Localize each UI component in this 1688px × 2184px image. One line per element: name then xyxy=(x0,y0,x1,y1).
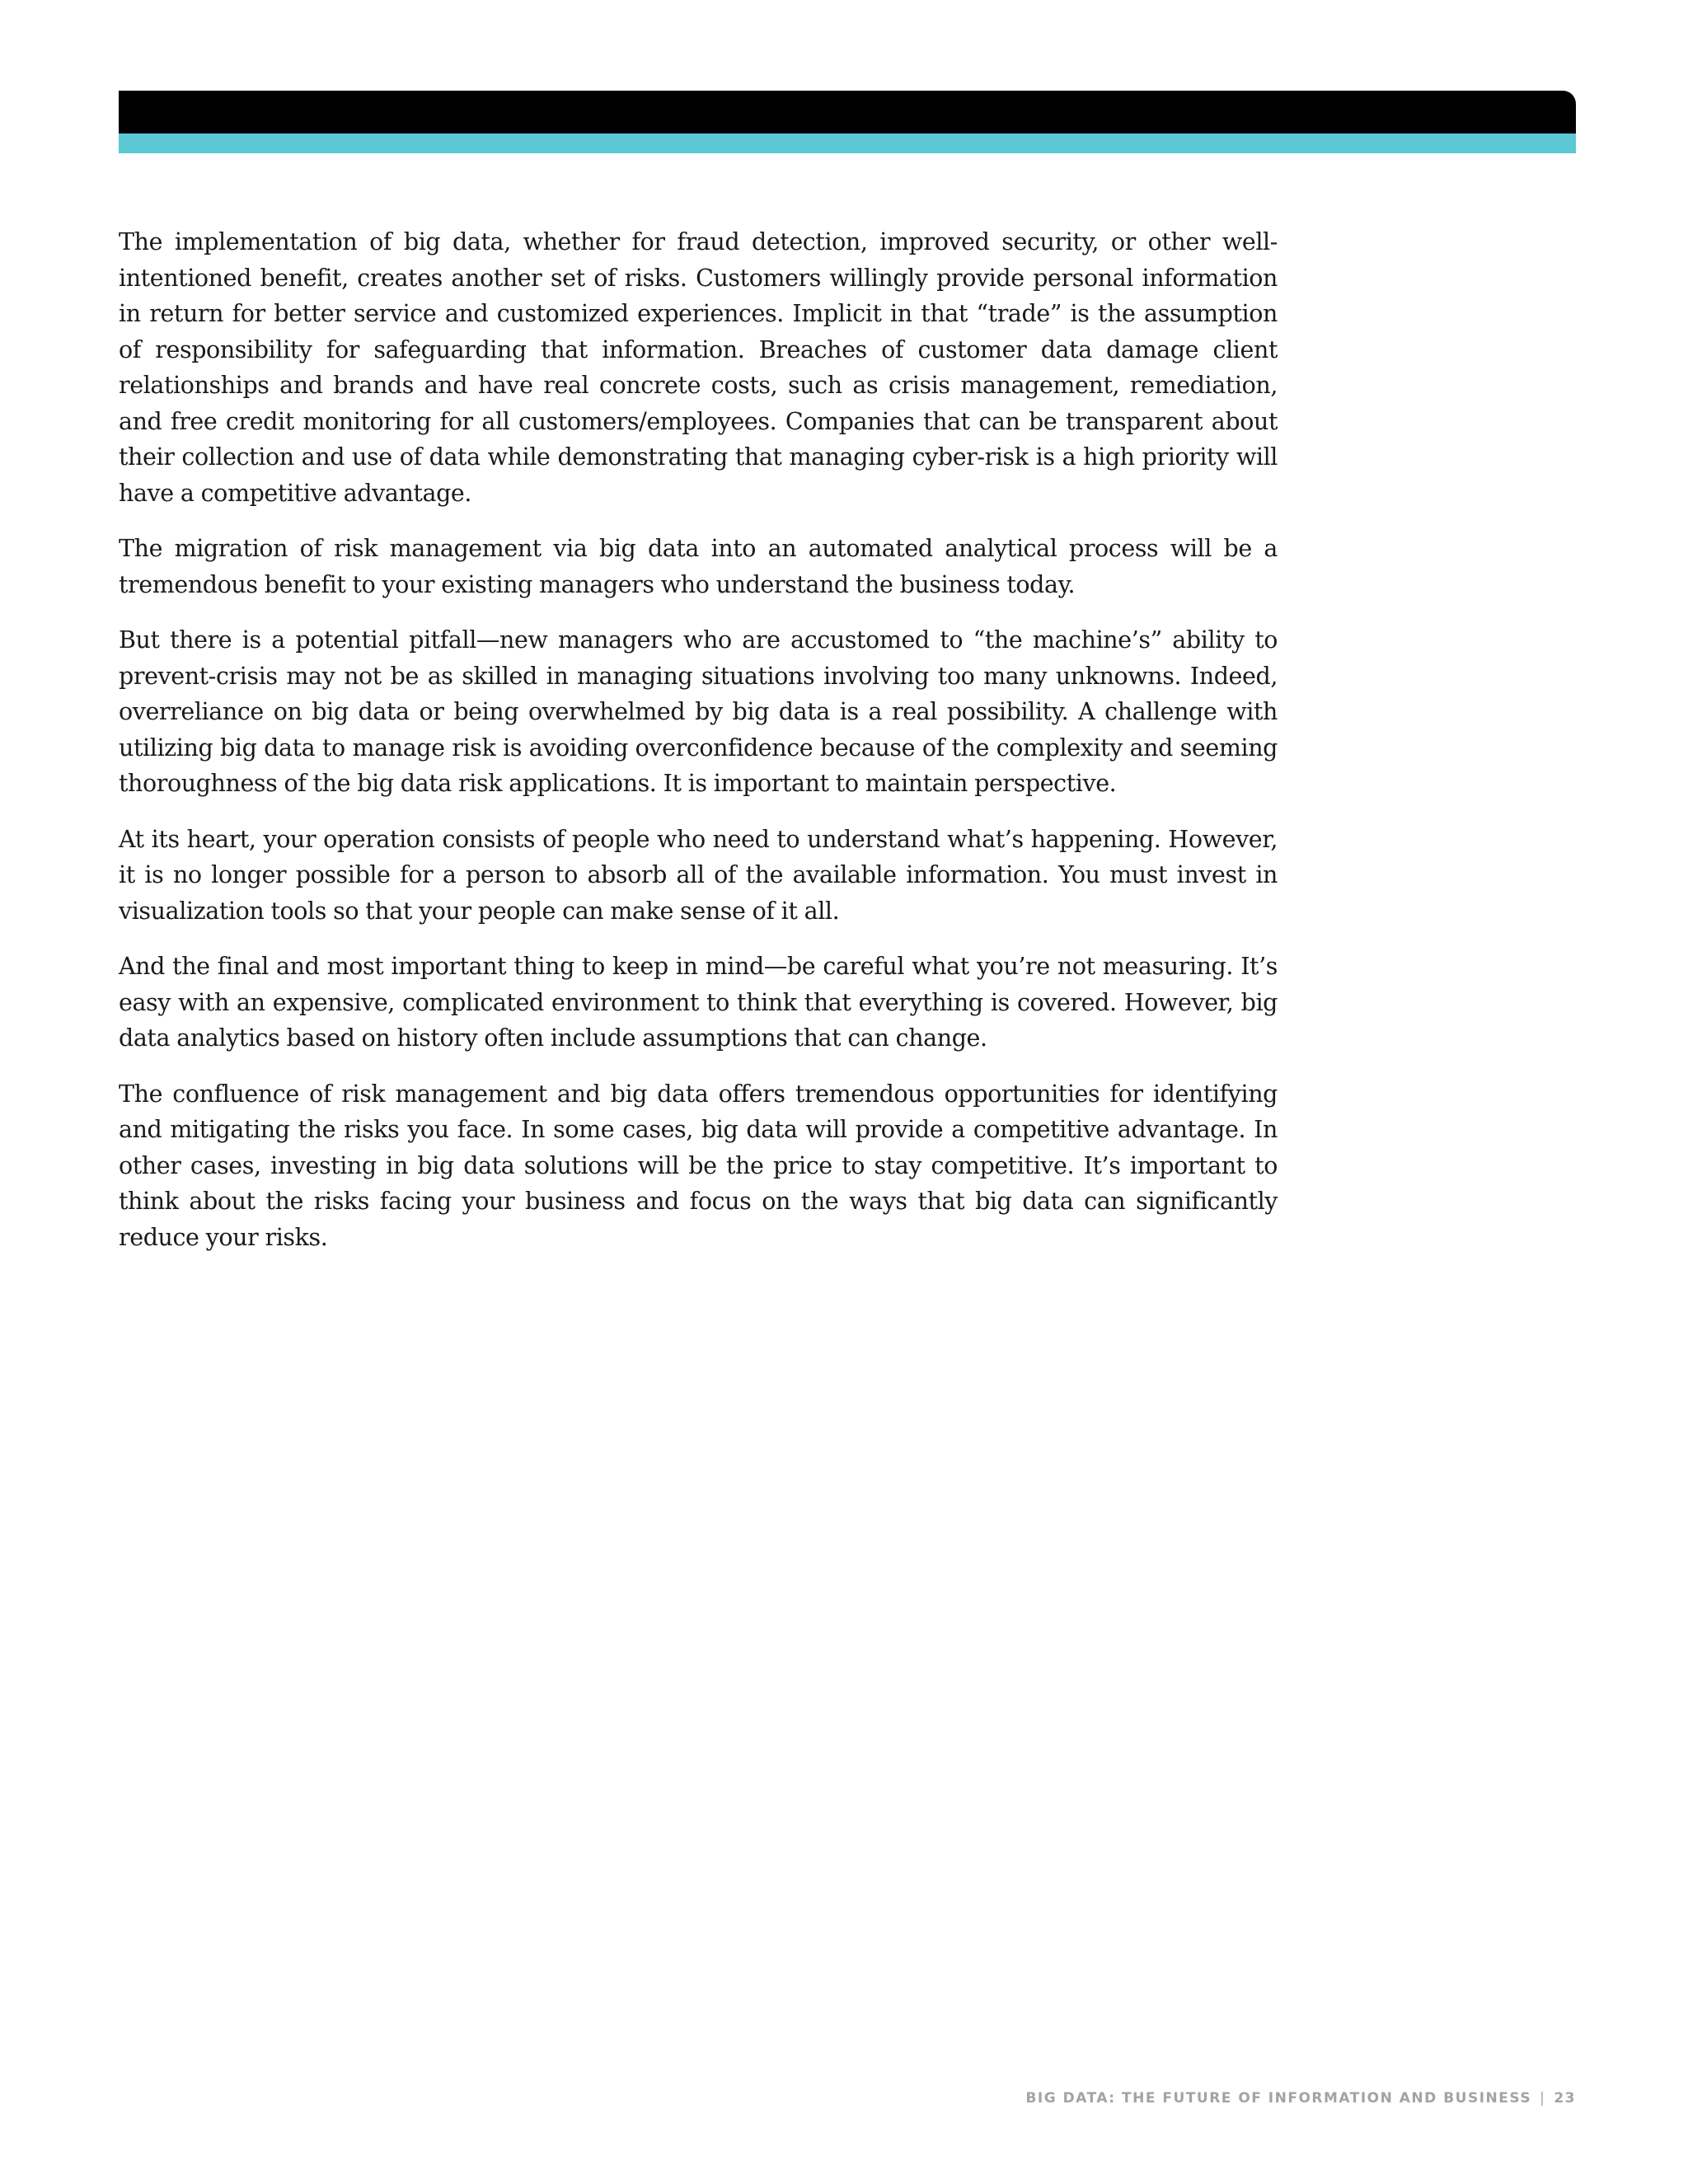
page-number: 23 xyxy=(1554,2090,1576,2107)
header-black-bar xyxy=(119,91,1576,134)
paragraph-5: And the final and most important thing to keep in mind—be careful what you’re not measuring. It’s easy with an expensive, complicated environment to think that everything is covered. However, big data analytics based on history often include assumptions that can change. xyxy=(119,953,1278,1052)
body-text xyxy=(119,224,1278,1275)
footer-separator: | xyxy=(1540,2090,1546,2107)
header-band xyxy=(119,91,1576,153)
paragraph-3: But there is a potential pitfall—new managers who are accustomed to “the machine’s” ability to prevent-crisis may not be as skilled in managing situations involving too many unknowns. Indeed, overreliance on big data or being overwhelmed by big data is a real possibility. A challenge with utilizing big data to manage risk is avoiding overconfidence because of the complexity and seeming thoroughness of the big data risk applications. It is important to maintain perspective. xyxy=(119,626,1278,797)
page-footer xyxy=(1025,2090,1576,2107)
paragraph-4: At its heart, your operation consists of people who need to understand what’s happening. However, it is no longer possible for a person to absorb all of the available information. You must invest in visualization tools so that your people can make sense of it all. xyxy=(119,825,1278,925)
paragraph-6: The confluence of risk management and big data offers tremendous opportunities for identifying and mitigating the risks you face. In some cases, big data will provide a competitive advantage. In other cases, investing in big data solutions will be the price to stay competitive. It’s important to think about the risks facing your business and focus on the ways that big data can significantly reduce your risks. xyxy=(119,1080,1278,1251)
header-teal-stripe xyxy=(119,134,1576,153)
paragraph-1: The implementation of big data, whether for fraud detection, improved security, or other well-intentioned benefit, creates another set of risks. Customers willingly provide personal information in return for better service and customized experiences. Implicit in that “trade” is the assumption of responsibility for safeguarding that information. Breaches of customer data damage client relationships and brands and have real concrete costs, such as crisis management, remediation, and free credit monitoring for all customers/​employees. Companies that can be transparent about their collection and use of data while demonstrating that managing cyber-risk is a high priority will have a competitive advantage. xyxy=(119,228,1278,507)
footer-title: BIG DATA: THE FUTURE OF INFORMATION AND BUSINESS xyxy=(1025,2090,1532,2107)
paragraph-2: The migration of risk management via big data into an automated analytical process will be a tremendous benefit to your existing managers who understand the business today. xyxy=(119,535,1278,598)
